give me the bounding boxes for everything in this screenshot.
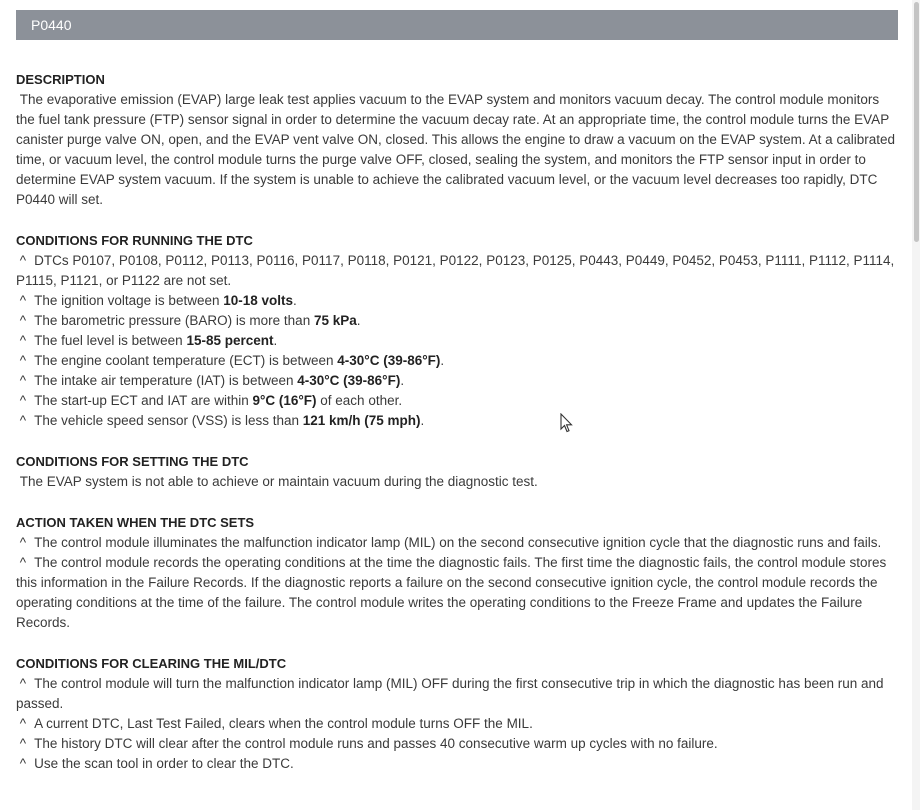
bullet-caret: ^ [19,756,27,771]
description-heading: DESCRIPTION [16,72,105,87]
clearing-item [16,674,898,714]
condition-value: 121 km/h (75 mph) [302,413,421,428]
condition-value: 75 kPa [313,313,357,328]
condition-suffix: . [273,333,278,348]
description-section [16,70,898,210]
clearing-heading: CONDITIONS FOR CLEARING THE MIL/DTC [16,656,287,671]
condition-text: The barometric pressure (BARO) is more than [34,313,314,328]
running-condition-item [16,291,898,311]
running-conditions-heading: CONDITIONS FOR RUNNING THE DTC [16,233,253,248]
setting-conditions-text: The EVAP system is not able to achieve or maintain vacuum during the diagnostic test. [19,474,538,489]
condition-text: The fuel level is between [34,333,187,348]
action-item-text: The control module records the operating conditions at the time the diagnostic fails. The first time the diagnostic fails, the control module stores this information in the Failure Records. If the diagnostic reports a failure on the second consecutive ignition cycle, the control module records the operating conditions at the time of the failure. The control module writes the operating conditions to the Freeze Frame and updates the Failure Records. [16,555,887,630]
running-condition-item [16,331,898,351]
condition-value: 9°C (16°F) [252,393,317,408]
action-list [16,533,898,633]
setting-conditions-section [16,452,898,492]
action-item-text: The control module illuminates the malfunction indicator lamp (MIL) on the second consecutive ignition cycle that the diagnostic runs and fails. [34,535,882,550]
condition-suffix: . [293,293,297,308]
condition-text: The vehicle speed sensor (VSS) is less than [34,413,303,428]
scrollbar-thumb[interactable] [914,2,919,242]
action-heading: ACTION TAKEN WHEN THE DTC SETS [16,515,255,530]
action-item [16,553,898,633]
condition-value: 4-30°C (39-86°F) [337,353,441,368]
clearing-item-text: Use the scan tool in order to clear the DTC. [34,756,294,771]
bullet-caret: ^ [19,555,27,570]
bullet-caret: ^ [19,373,27,388]
clearing-section [16,654,898,774]
condition-suffix: of each other. [316,393,403,408]
dtc-code-title: P0440 [31,17,72,33]
condition-value: 10-18 volts [223,293,294,308]
clearing-item-text: The control module will turn the malfunction indicator lamp (MIL) OFF during the first consecutive trip in which the diagnostic has been run and passed. [16,676,884,711]
running-condition-item [16,351,898,371]
clearing-item-text: A current DTC, Last Test Failed, clears when the control module turns OFF the MIL. [34,716,533,731]
running-conditions-list [16,251,898,431]
bullet-caret: ^ [19,736,27,751]
setting-conditions-heading: CONDITIONS FOR SETTING THE DTC [16,454,249,469]
bullet-caret: ^ [19,293,27,308]
dtc-code-header [16,10,898,40]
running-conditions-section [16,231,898,431]
bullet-caret: ^ [19,333,27,348]
running-condition-item [16,391,898,411]
bullet-caret: ^ [19,535,27,550]
condition-value: 4-30°C (39-86°F) [297,373,401,388]
mouse-cursor-icon [560,413,574,433]
condition-suffix: . [400,373,405,388]
condition-text: The engine coolant temperature (ECT) is between [34,353,338,368]
condition-suffix: . [420,413,425,428]
vertical-scrollbar[interactable] [912,0,920,810]
condition-suffix: . [356,313,361,328]
clearing-item-text: The history DTC will clear after the control module runs and passes 40 consecutive warm up cycles with no failure. [34,736,718,751]
running-condition-item [16,251,898,291]
condition-value: 15-85 percent [186,333,274,348]
condition-text: The intake air temperature (IAT) is between [34,373,298,388]
action-item [16,533,898,553]
condition-suffix: . [440,353,445,368]
clearing-item [16,714,898,734]
condition-text: The ignition voltage is between [34,293,224,308]
condition-text: The start-up ECT and IAT are within [34,393,253,408]
bullet-caret: ^ [19,253,27,268]
bullet-caret: ^ [19,393,27,408]
document-page [16,10,898,774]
bullet-caret: ^ [19,413,27,428]
bullet-caret: ^ [19,716,27,731]
condition-text: DTCs P0107, P0108, P0112, P0113, P0116, P0117, P0118, P0121, P0122, P0123, P0125, P0443, P0449, P0452, P0453, P1111, P1112, P1114, P1115, P1121, or P1122 are not set. [16,253,895,288]
clearing-item [16,734,898,754]
running-condition-item [16,371,898,391]
bullet-caret: ^ [19,313,27,328]
action-section [16,513,898,633]
bullet-caret: ^ [19,353,27,368]
running-condition-item [16,411,898,431]
bullet-caret: ^ [19,676,27,691]
running-condition-item [16,311,898,331]
clearing-list [16,674,898,774]
description-text: The evaporative emission (EVAP) large leak test applies vacuum to the EVAP system and monitors vacuum decay. The control module monitors the fuel tank pressure (FTP) sensor signal in order to determine the vacuum decay rate. At an appropriate time, the control module turns the EVAP canister purge valve ON, open, and the EVAP vent valve ON, closed. This allows the engine to draw a vacuum on the EVAP system. At a calibrated time, or vacuum level, the control module turns the purge valve OFF, closed, sealing the system, and monitors the FTP sensor input in order to determine EVAP system vacuum. If the system is unable to achieve the calibrated vacuum level, or the vacuum level decreases too rapidly, DTC P0440 will set. [16,92,895,207]
clearing-item [16,754,898,774]
